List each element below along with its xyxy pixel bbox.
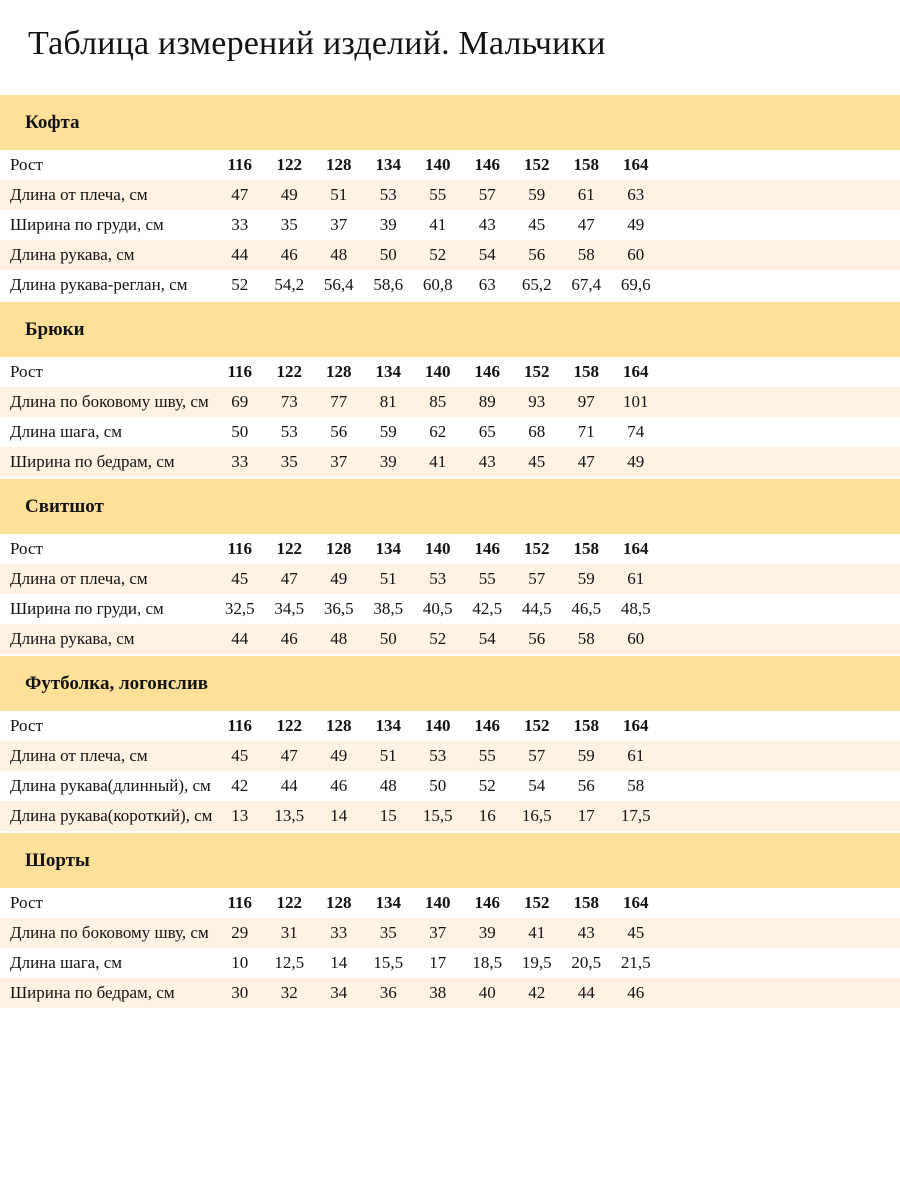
value-cell: 44 bbox=[577, 983, 595, 1002]
table-row-measure bbox=[0, 387, 900, 417]
value-cell: 56 bbox=[528, 245, 546, 264]
row-label: Рост bbox=[10, 893, 43, 912]
height-cell: 140 bbox=[425, 716, 451, 735]
row-label: Длина рукава(короткий), см bbox=[10, 806, 213, 825]
table-row-measure bbox=[0, 948, 900, 978]
value-cell: 16,5 bbox=[521, 806, 552, 825]
row-label: Длина от плеча, см bbox=[10, 569, 148, 588]
height-cell: 146 bbox=[474, 539, 500, 558]
height-cell: 164 bbox=[623, 539, 649, 558]
height-cell: 140 bbox=[425, 893, 451, 912]
value-cell: 81 bbox=[379, 392, 397, 411]
value-cell: 55 bbox=[478, 746, 496, 765]
height-cell: 152 bbox=[524, 716, 550, 735]
value-cell: 49 bbox=[330, 746, 348, 765]
value-cell: 47 bbox=[280, 569, 298, 588]
height-cell: 122 bbox=[276, 893, 302, 912]
section-header-band bbox=[0, 479, 900, 534]
value-cell: 36 bbox=[379, 983, 397, 1002]
height-cell: 164 bbox=[623, 893, 649, 912]
value-cell: 38,5 bbox=[373, 599, 404, 618]
value-cell: 55 bbox=[478, 569, 496, 588]
value-cell: 49 bbox=[280, 185, 298, 204]
height-cell: 164 bbox=[623, 362, 649, 381]
value-cell: 21,5 bbox=[620, 953, 651, 972]
value-cell: 32 bbox=[280, 983, 298, 1002]
value-cell: 33 bbox=[231, 452, 249, 471]
row-label: Длина по боковому шву, см bbox=[10, 392, 209, 411]
row-label: Ширина по груди, см bbox=[10, 599, 164, 618]
product-section bbox=[0, 833, 900, 1008]
table-row-measure bbox=[0, 801, 900, 831]
height-cell: 128 bbox=[326, 716, 352, 735]
value-cell: 18,5 bbox=[472, 953, 503, 972]
value-cell: 39 bbox=[379, 215, 397, 234]
row-label: Длина шага, см bbox=[10, 953, 123, 972]
height-cell: 128 bbox=[326, 539, 352, 558]
value-cell: 69,6 bbox=[620, 275, 651, 294]
value-cell: 101 bbox=[623, 392, 649, 411]
height-cell: 140 bbox=[425, 539, 451, 558]
value-cell: 44,5 bbox=[521, 599, 552, 618]
table-row-measure bbox=[0, 447, 900, 477]
value-cell: 37 bbox=[330, 215, 348, 234]
value-cell: 57 bbox=[478, 185, 496, 204]
value-cell: 65,2 bbox=[521, 275, 552, 294]
row-label: Ширина по бедрам, см bbox=[10, 452, 175, 471]
table-row-measure bbox=[0, 210, 900, 240]
height-cell: 134 bbox=[375, 893, 401, 912]
value-cell: 14 bbox=[330, 806, 348, 825]
value-cell: 40 bbox=[478, 983, 496, 1002]
table-row-measure bbox=[0, 270, 900, 300]
value-cell: 53 bbox=[429, 569, 447, 588]
table-row-measure bbox=[0, 978, 900, 1008]
value-cell: 36,5 bbox=[323, 599, 354, 618]
size-table bbox=[0, 888, 900, 1008]
value-cell: 13 bbox=[231, 806, 249, 825]
value-cell: 15,5 bbox=[422, 806, 453, 825]
height-cell: 122 bbox=[276, 539, 302, 558]
sections-container bbox=[0, 95, 900, 1008]
table-row-measure bbox=[0, 624, 900, 654]
value-cell: 63 bbox=[478, 275, 496, 294]
value-cell: 85 bbox=[429, 392, 447, 411]
value-cell: 46,5 bbox=[571, 599, 602, 618]
value-cell: 16 bbox=[478, 806, 496, 825]
value-cell: 71 bbox=[577, 422, 595, 441]
height-cell: 134 bbox=[375, 362, 401, 381]
height-cell: 116 bbox=[227, 362, 253, 381]
height-cell: 122 bbox=[276, 155, 302, 174]
value-cell: 32,5 bbox=[224, 599, 255, 618]
value-cell: 67,4 bbox=[571, 275, 602, 294]
row-label: Длина по боковому шву, см bbox=[10, 923, 209, 942]
value-cell: 63 bbox=[627, 185, 645, 204]
row-label: Длина рукава, см bbox=[10, 245, 135, 264]
value-cell: 61 bbox=[627, 746, 645, 765]
value-cell: 50 bbox=[231, 422, 249, 441]
table-row-measure bbox=[0, 417, 900, 447]
value-cell: 51 bbox=[330, 185, 348, 204]
product-section bbox=[0, 656, 900, 831]
value-cell: 35 bbox=[379, 923, 397, 942]
value-cell: 33 bbox=[330, 923, 348, 942]
product-section bbox=[0, 95, 900, 300]
value-cell: 45 bbox=[627, 923, 645, 942]
value-cell: 35 bbox=[280, 452, 298, 471]
value-cell: 59 bbox=[577, 569, 595, 588]
height-cell: 134 bbox=[375, 716, 401, 735]
value-cell: 53 bbox=[379, 185, 397, 204]
value-cell: 52 bbox=[429, 629, 447, 648]
value-cell: 43 bbox=[478, 215, 496, 234]
page-title: Таблица измерений изделий. Мальчики bbox=[28, 25, 606, 62]
value-cell: 55 bbox=[429, 185, 447, 204]
table-row-measure bbox=[0, 918, 900, 948]
height-cell: 116 bbox=[227, 893, 253, 912]
value-cell: 33 bbox=[231, 215, 249, 234]
value-cell: 60 bbox=[627, 629, 645, 648]
row-label: Рост bbox=[10, 362, 43, 381]
value-cell: 37 bbox=[429, 923, 447, 942]
value-cell: 59 bbox=[379, 422, 397, 441]
value-cell: 47 bbox=[280, 746, 298, 765]
value-cell: 57 bbox=[528, 569, 546, 588]
value-cell: 60 bbox=[627, 245, 645, 264]
value-cell: 40,5 bbox=[422, 599, 453, 618]
height-cell: 128 bbox=[326, 893, 352, 912]
value-cell: 44 bbox=[231, 245, 249, 264]
size-table bbox=[0, 150, 900, 300]
table-row-height bbox=[0, 711, 900, 741]
section-title: Шорты bbox=[25, 849, 90, 871]
height-cell: 116 bbox=[227, 155, 253, 174]
value-cell: 58 bbox=[577, 629, 595, 648]
value-cell: 54 bbox=[478, 629, 496, 648]
value-cell: 30 bbox=[231, 983, 249, 1002]
section-header-band bbox=[0, 95, 900, 150]
section-title: Футболка, логонслив bbox=[25, 672, 209, 694]
height-cell: 140 bbox=[425, 155, 451, 174]
value-cell: 51 bbox=[379, 569, 397, 588]
height-cell: 116 bbox=[227, 539, 253, 558]
value-cell: 73 bbox=[280, 392, 298, 411]
height-cell: 134 bbox=[375, 155, 401, 174]
section-title: Брюки bbox=[25, 318, 85, 340]
value-cell: 54 bbox=[478, 245, 496, 264]
value-cell: 48,5 bbox=[620, 599, 651, 618]
value-cell: 42 bbox=[528, 983, 546, 1002]
size-table bbox=[0, 534, 900, 654]
height-cell: 158 bbox=[573, 155, 599, 174]
value-cell: 43 bbox=[478, 452, 496, 471]
value-cell: 45 bbox=[528, 215, 546, 234]
value-cell: 53 bbox=[280, 422, 298, 441]
value-cell: 41 bbox=[528, 923, 546, 942]
table-row-measure bbox=[0, 594, 900, 624]
value-cell: 47 bbox=[577, 452, 595, 471]
value-cell: 62 bbox=[429, 422, 447, 441]
table-row-height bbox=[0, 534, 900, 564]
value-cell: 56 bbox=[330, 422, 348, 441]
value-cell: 20,5 bbox=[571, 953, 602, 972]
value-cell: 41 bbox=[429, 452, 447, 471]
value-cell: 46 bbox=[330, 776, 348, 795]
section-header-band bbox=[0, 833, 900, 888]
table-row-height bbox=[0, 150, 900, 180]
height-cell: 158 bbox=[573, 539, 599, 558]
table-row-measure bbox=[0, 240, 900, 270]
value-cell: 14 bbox=[330, 953, 348, 972]
value-cell: 19,5 bbox=[521, 953, 552, 972]
value-cell: 47 bbox=[231, 185, 249, 204]
value-cell: 97 bbox=[577, 392, 595, 411]
row-label: Длина рукава-реглан, см bbox=[10, 275, 188, 294]
value-cell: 49 bbox=[627, 215, 645, 234]
value-cell: 50 bbox=[379, 629, 397, 648]
value-cell: 59 bbox=[528, 185, 546, 204]
value-cell: 60,8 bbox=[422, 275, 453, 294]
value-cell: 59 bbox=[577, 746, 595, 765]
value-cell: 58 bbox=[577, 245, 595, 264]
row-label: Рост bbox=[10, 539, 43, 558]
height-cell: 158 bbox=[573, 716, 599, 735]
height-cell: 164 bbox=[623, 155, 649, 174]
value-cell: 45 bbox=[528, 452, 546, 471]
height-cell: 146 bbox=[474, 362, 500, 381]
value-cell: 47 bbox=[577, 215, 595, 234]
value-cell: 69 bbox=[231, 392, 249, 411]
value-cell: 46 bbox=[627, 983, 645, 1002]
height-cell: 146 bbox=[474, 893, 500, 912]
value-cell: 34 bbox=[330, 983, 348, 1002]
value-cell: 54 bbox=[528, 776, 546, 795]
table-row-measure bbox=[0, 564, 900, 594]
value-cell: 15,5 bbox=[373, 953, 404, 972]
size-table bbox=[0, 357, 900, 477]
value-cell: 68 bbox=[528, 422, 546, 441]
product-section bbox=[0, 479, 900, 654]
height-cell: 146 bbox=[474, 716, 500, 735]
value-cell: 56 bbox=[528, 629, 546, 648]
value-cell: 52 bbox=[478, 776, 496, 795]
section-title: Свитшот bbox=[25, 495, 104, 517]
table-row-height bbox=[0, 357, 900, 387]
value-cell: 56 bbox=[577, 776, 595, 795]
height-cell: 146 bbox=[474, 155, 500, 174]
value-cell: 61 bbox=[627, 569, 645, 588]
value-cell: 13,5 bbox=[274, 806, 305, 825]
table-row-height bbox=[0, 888, 900, 918]
value-cell: 17,5 bbox=[620, 806, 651, 825]
value-cell: 45 bbox=[231, 569, 249, 588]
value-cell: 49 bbox=[330, 569, 348, 588]
value-cell: 41 bbox=[429, 215, 447, 234]
value-cell: 43 bbox=[577, 923, 595, 942]
value-cell: 39 bbox=[379, 452, 397, 471]
row-label: Рост bbox=[10, 155, 43, 174]
value-cell: 50 bbox=[379, 245, 397, 264]
value-cell: 15 bbox=[379, 806, 397, 825]
value-cell: 45 bbox=[231, 746, 249, 765]
value-cell: 65 bbox=[478, 422, 496, 441]
row-label: Ширина по бедрам, см bbox=[10, 983, 175, 1002]
table-row-measure bbox=[0, 771, 900, 801]
value-cell: 10 bbox=[231, 953, 249, 972]
value-cell: 48 bbox=[330, 629, 348, 648]
height-cell: 140 bbox=[425, 362, 451, 381]
section-header-band bbox=[0, 302, 900, 357]
page-header bbox=[0, 0, 900, 93]
value-cell: 42,5 bbox=[472, 599, 503, 618]
height-cell: 152 bbox=[524, 893, 550, 912]
value-cell: 52 bbox=[429, 245, 447, 264]
value-cell: 53 bbox=[429, 746, 447, 765]
row-label: Длина шага, см bbox=[10, 422, 123, 441]
table-row-measure bbox=[0, 741, 900, 771]
value-cell: 44 bbox=[231, 629, 249, 648]
value-cell: 35 bbox=[280, 215, 298, 234]
value-cell: 48 bbox=[330, 245, 348, 264]
height-cell: 122 bbox=[276, 716, 302, 735]
row-label: Длина от плеча, см bbox=[10, 185, 148, 204]
height-cell: 128 bbox=[326, 362, 352, 381]
value-cell: 52 bbox=[231, 275, 249, 294]
height-cell: 152 bbox=[524, 539, 550, 558]
height-cell: 158 bbox=[573, 362, 599, 381]
value-cell: 58 bbox=[627, 776, 645, 795]
value-cell: 58,6 bbox=[373, 275, 404, 294]
value-cell: 39 bbox=[478, 923, 496, 942]
value-cell: 61 bbox=[577, 185, 595, 204]
value-cell: 37 bbox=[330, 452, 348, 471]
value-cell: 17 bbox=[577, 806, 595, 825]
height-cell: 116 bbox=[227, 716, 253, 735]
height-cell: 122 bbox=[276, 362, 302, 381]
value-cell: 57 bbox=[528, 746, 546, 765]
row-label: Ширина по груди, см bbox=[10, 215, 164, 234]
size-table bbox=[0, 711, 900, 831]
row-label: Длина от плеча, см bbox=[10, 746, 148, 765]
value-cell: 50 bbox=[429, 776, 447, 795]
height-cell: 152 bbox=[524, 155, 550, 174]
section-title: Кофта bbox=[25, 111, 80, 133]
value-cell: 29 bbox=[231, 923, 249, 942]
table-row-measure bbox=[0, 180, 900, 210]
value-cell: 38 bbox=[429, 983, 447, 1002]
height-cell: 158 bbox=[573, 893, 599, 912]
value-cell: 42 bbox=[231, 776, 249, 795]
value-cell: 56,4 bbox=[323, 275, 354, 294]
value-cell: 48 bbox=[379, 776, 397, 795]
value-cell: 12,5 bbox=[274, 953, 305, 972]
height-cell: 164 bbox=[623, 716, 649, 735]
height-cell: 152 bbox=[524, 362, 550, 381]
value-cell: 89 bbox=[478, 392, 496, 411]
row-label: Длина рукава, см bbox=[10, 629, 135, 648]
row-label: Рост bbox=[10, 716, 43, 735]
row-label: Длина рукава(длинный), см bbox=[10, 776, 211, 795]
height-cell: 134 bbox=[375, 539, 401, 558]
value-cell: 93 bbox=[528, 392, 546, 411]
value-cell: 77 bbox=[330, 392, 348, 411]
value-cell: 49 bbox=[627, 452, 645, 471]
section-header-band bbox=[0, 656, 900, 711]
height-cell: 128 bbox=[326, 155, 352, 174]
value-cell: 31 bbox=[280, 923, 298, 942]
product-section bbox=[0, 302, 900, 477]
value-cell: 51 bbox=[379, 746, 397, 765]
value-cell: 44 bbox=[280, 776, 298, 795]
value-cell: 46 bbox=[280, 629, 298, 648]
value-cell: 46 bbox=[280, 245, 298, 264]
value-cell: 34,5 bbox=[274, 599, 305, 618]
value-cell: 54,2 bbox=[274, 275, 305, 294]
value-cell: 17 bbox=[429, 953, 447, 972]
value-cell: 74 bbox=[627, 422, 645, 441]
